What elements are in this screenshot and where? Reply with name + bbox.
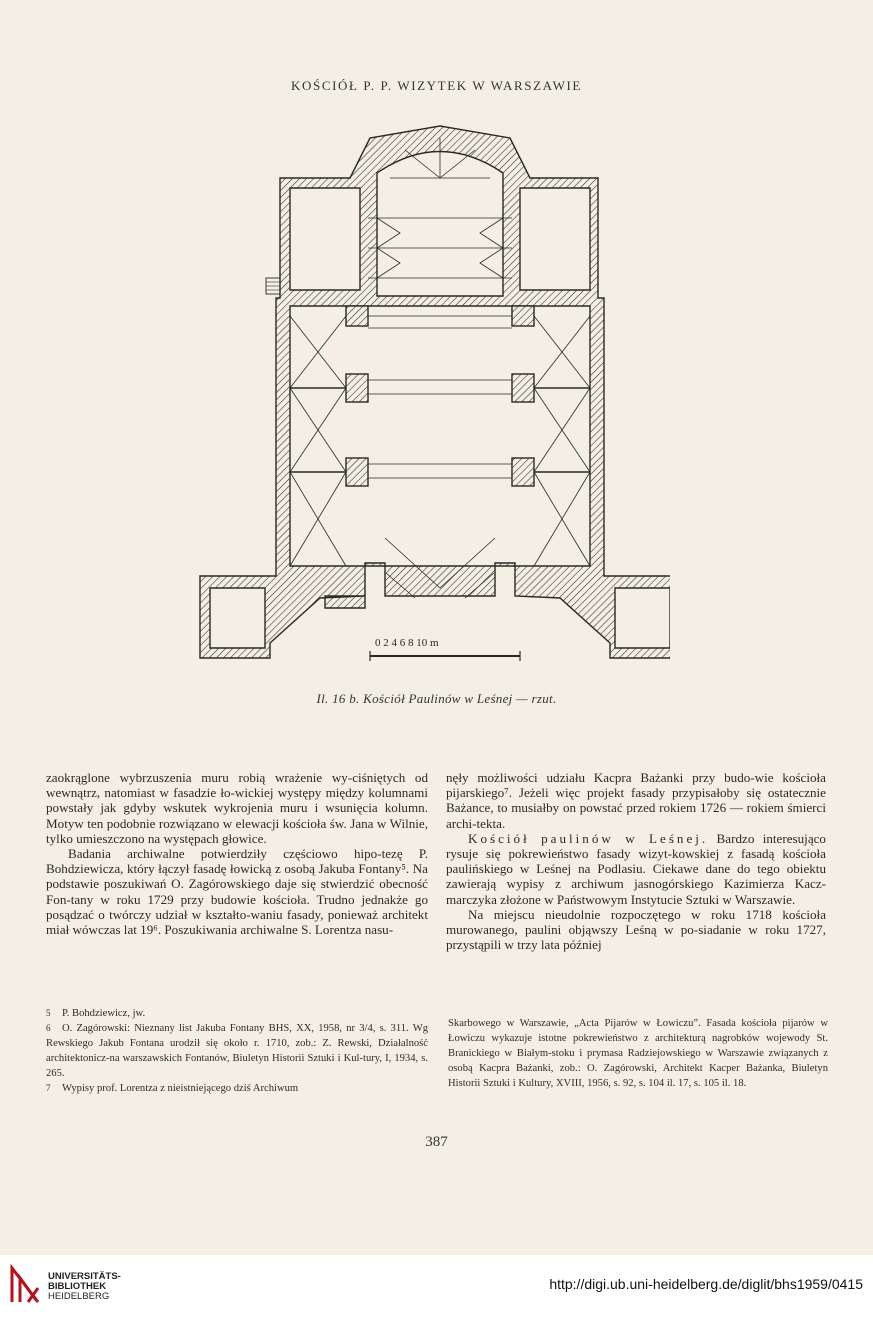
pier — [346, 374, 368, 402]
footnote-continued: Skarbowego w Warszawie, „Acta Pijarów w Łowiczu”. Fasada kościoła pijarów w Łowiczu wykazuje istotne pokrewieństwo z architekturą nagrobków wojewody St. Branickiego w Białym-stoku i prymasa Radziejowskiego w Warszawie związanych z osobą Kacpra Bażanki, zob.: O. Zagórowski, Architekt Kacper Bażanka, Biuletyn Historii Sztuki i Kultury, XVIII, 1956, s. 92, s. 104 il. 17, s. 105 il. 18. — [448, 1018, 828, 1089]
source-url-link[interactable]: http://digi.ub.uni-heidelberg.de/diglit/bhs1959/0415 — [549, 1276, 863, 1292]
paragraph: nęły możliwości udziału Kacpra Bażanki przy budo-wie kościoła pijarskiego⁷. Jeżeli więc projekt fasady przypisałoby się ostatecznie Bażance, to musiałby on powstać przed rokiem 1726 — rokiem śmierci archi-tekta. — [446, 770, 826, 831]
page-number: 387 — [425, 1134, 448, 1150]
footnote: 5 P. Bohdziewicz, jw. — [46, 1008, 146, 1019]
body-column-right — [446, 770, 826, 952]
footnote: 6 O. Zagórowski: Nieznany list Jakuba Fontany BHS, XX, 1958, nr 3/4, s. 311. Wg Rewskiego Jakub Fontana urodził się około r. 1710, zob.: Z. Rewski, Działalność architektonicz-na warszawskich Fontanów, Biuletyn Historii Sztuki i Kul-tury, I, 1934, s. 265. — [46, 1023, 428, 1079]
body-column-left — [46, 770, 428, 937]
church-floor-plan — [190, 118, 670, 678]
footnote: 7 Wypisy prof. Lorentza z nieistniejącego dziś Archiwum — [46, 1083, 299, 1094]
footer-bar — [0, 1255, 873, 1319]
pier — [512, 458, 534, 486]
pier — [346, 458, 368, 486]
paragraph: Na miejscu nieudolnie rozpoczętego w roku 1718 kościoła murowanego, paulini objąwszy Leśną w po-siadanie w roku 1727, przystąpili w trzy lata później — [446, 906, 826, 953]
pier — [512, 306, 534, 326]
library-logo-icon[interactable] — [8, 1264, 42, 1306]
library-logo-text[interactable]: UNIVERSITÄTS- BIBLIOTHEK HEIDELBERG — [48, 1271, 121, 1302]
figure-caption: Il. 16 b. Kościół Paulinów w Leśnej — rzut. — [316, 691, 557, 706]
scale-bar — [370, 651, 520, 661]
footnotes-left — [46, 1006, 428, 1096]
outer-walls — [200, 126, 670, 658]
paragraph: zaokrąglone wybrzuszenia muru robią wrażenie wy-ciśniętych od wewnątrz, natomiast w fasadzie ło-wickiej występy między kolumnami powstały jak gdyby wskutek wykrojenia muru i wsunięcia kolumn. Motyw ten podobnie rozwiązano w elewacji kościoła św. Jana w Wilnie, tylko umieszczono na występach głowice. — [46, 770, 428, 846]
section-heading-spaced: Kościół paulinów w Leśnej. — [468, 830, 709, 846]
paragraph: Badania archiwalne potwierdziły częściowo hipo-tezę P. Bohdziewicza, który łączył fasadę łowicką z osobą Jakuba Fontany⁵. Na podstawie poszukiwań O. Zagórowskiego daje się stwierdzić obecność Fon-tany w roku 1729 przy budowie kościoła. Trudno jednakże go posądzać o twórczy udział w kształto-waniu fasady, ponieważ architekt miał wówczas lat 19⁶. Poszukiwania archiwalne S. Lorentza nasu- — [46, 846, 428, 938]
pier — [512, 374, 534, 402]
running-title: KOŚCIÓŁ P. P. WIZYTEK W WARSZAWIE — [291, 78, 582, 93]
pier — [346, 306, 368, 326]
paragraph: Kościół paulinów w Leśnej. Bardzo interesująco rysuje się pokrewieństwo fasady wizyt-kowskiej z fasadą kościoła paulińskiego w Leśnej na Podlasiu. Ciekawe dane do tego obiektu zawierają wypisy z archiwum jasnogórskiego Kazimierza Kacz-marczyka złożone w Państwowym Instytucie Sztuki w Warszawie. — [446, 830, 826, 907]
footnotes-right — [448, 1016, 828, 1091]
scale-label: 0 2 4 6 8 10 m — [375, 637, 439, 649]
